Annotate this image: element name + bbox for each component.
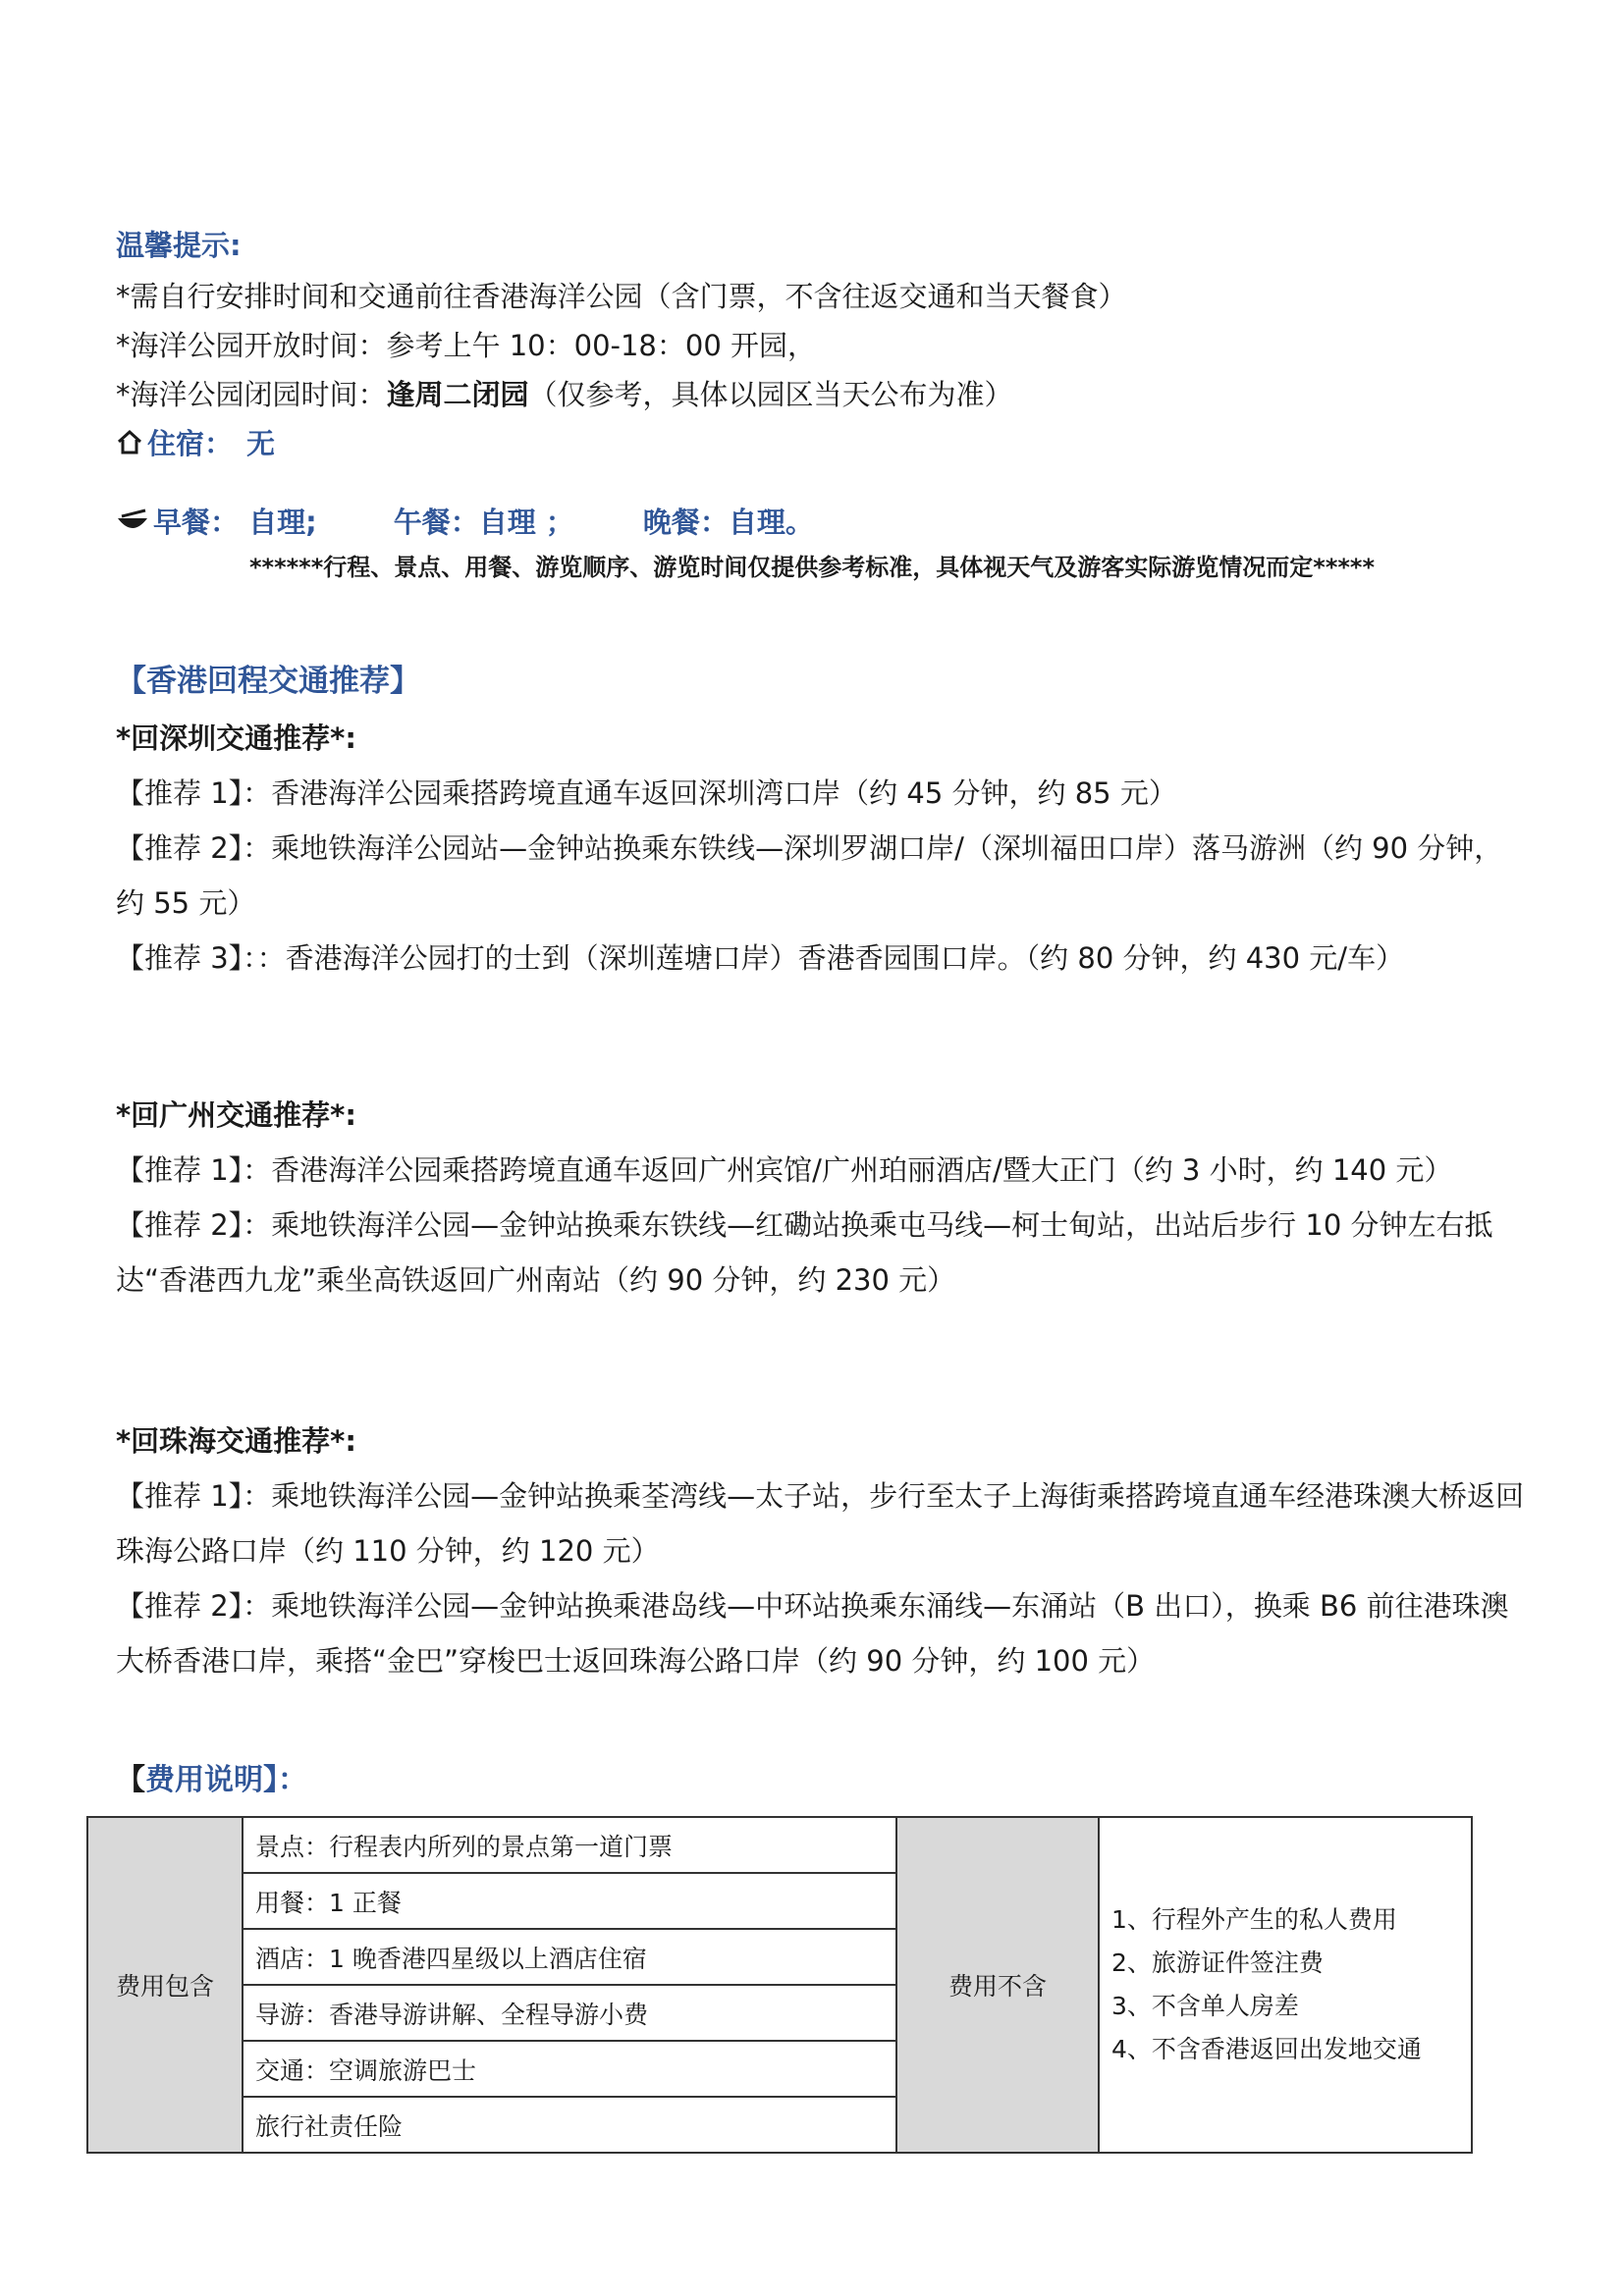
shenzhen-heading: *回深圳交通推荐*:: [116, 721, 356, 755]
meals-line: [116, 495, 814, 552]
included-item: 酒店：1 晚香港四星级以上酒店住宿: [243, 1929, 896, 1985]
transport-title: 【香港回程交通推荐】: [116, 664, 420, 699]
tips-line-3-prefix: *海洋公园闭园时间：: [116, 378, 387, 411]
shenzhen-recommend-2: 【推荐 2】：乘地铁海洋公园站—金钟站换乘东铁线—深圳罗湖口岸/（深圳福田口岸）落马游洲（约 90 分钟，约 55 元）: [116, 831, 1503, 920]
included-label: 费用包含: [87, 1817, 243, 2153]
included-item: 导游：香港导游讲解、全程导游小费: [243, 1985, 896, 2041]
stay-label: 住宿：: [147, 427, 234, 460]
excluded-item: 1、行程外产生的私人费用: [1111, 1905, 1397, 1934]
excluded-label: 费用不含: [896, 1817, 1099, 2153]
table-row: [87, 1817, 1472, 1873]
meal-breakfast: 早餐： 自理;: [153, 506, 317, 539]
meal-lunch: 午餐：自理 ；: [393, 506, 574, 539]
guangzhou-heading: *回广州交通推荐*:: [116, 1098, 356, 1132]
included-item: 景点：行程表内所列的景点第一道门票: [243, 1817, 896, 1873]
tips-line-2: *海洋公园开放时间：参考上午 10：00-18：00 开园，: [116, 329, 817, 362]
tips-line-3: [116, 367, 1013, 422]
tips-line-3-bold: 逢周二闭园: [386, 378, 529, 411]
zhuhai-heading: *回珠海交通推荐*:: [116, 1424, 356, 1458]
excluded-item: 4、不含香港返回出发地交通: [1111, 2035, 1422, 2063]
excluded-item: 3、不含单人房差: [1111, 1992, 1299, 2020]
fees-title: [116, 1753, 307, 1808]
tips-line-3-suffix: （仅参考，具体以园区当天公布为准）: [528, 378, 1013, 411]
shenzhen-recommend-1: 【推荐 1】：香港海洋公园乘搭跨境直通车返回深圳湾口岸（约 45 分钟，约 85 元）: [116, 776, 1177, 810]
fees-table: [86, 1816, 1473, 2154]
home-icon: [116, 418, 143, 473]
included-item: 旅行社责任险: [243, 2097, 896, 2153]
tips-line-1: *需自行安排时间和交通前往香港海洋公园（含门票，不含往返交通和当天餐食）: [116, 280, 1127, 313]
fees-title-bracket: 【: [116, 1763, 145, 1797]
meal-dinner: 晚餐：自理。: [642, 506, 814, 539]
itinerary-notice: ******行程、景点、用餐、游览顺序、游览时间仅提供参考标准，具体视天气及游客实际游览情况而定*****: [248, 554, 1376, 581]
stay-line: [116, 416, 275, 473]
guangzhou-recommend-1: 【推荐 1】：香港海洋公园乘搭跨境直通车返回广州宾馆/广州珀丽酒店/暨大正门（约 3 小时，约 140 元）: [116, 1153, 1453, 1187]
included-item: 交通：空调旅游巴士: [243, 2041, 896, 2097]
bowl-icon: [116, 497, 149, 552]
excluded-item: 2、旅游证件签注费: [1111, 1949, 1324, 1977]
stay-value: 无: [246, 427, 276, 460]
zhuhai-recommend-2: 【推荐 2】：乘地铁海洋公园—金钟站换乘港岛线—中环站换乘东涌线—东涌站（B 出口），换乘 B6 前往港珠澳大桥香港口岸，乘搭“金巴”穿梭巴士返回珠海公路口岸（约 90 分钟，约 100 元）: [116, 1589, 1509, 1678]
included-item: 用餐：1 正餐: [243, 1873, 896, 1929]
tips-heading: 温馨提示:: [116, 229, 242, 262]
shenzhen-recommend-3: 【推荐 3】：：香港海洋公园打的士到（深圳莲塘口岸）香港香园围口岸。（约 80 分钟，约 430 元/车）: [116, 941, 1405, 975]
excluded-list: [1099, 1817, 1472, 2153]
fees-title-text: 费用说明】：: [145, 1763, 307, 1797]
zhuhai-recommend-1: 【推荐 1】：乘地铁海洋公园—金钟站换乘荃湾线—太子站，步行至太子上海街乘搭跨境直通车经港珠澳大桥返回珠海公路口岸（约 110 分钟，约 120 元）: [116, 1479, 1525, 1568]
guangzhou-recommend-2: 【推荐 2】：乘地铁海洋公园—金钟站换乘东铁线—红磡站换乘屯马线—柯士甸站，出站后步行 10 分钟左右抵达“香港西九龙”乘坐高铁返回广州南站（约 90 分钟，约 230 元）: [116, 1208, 1493, 1297]
